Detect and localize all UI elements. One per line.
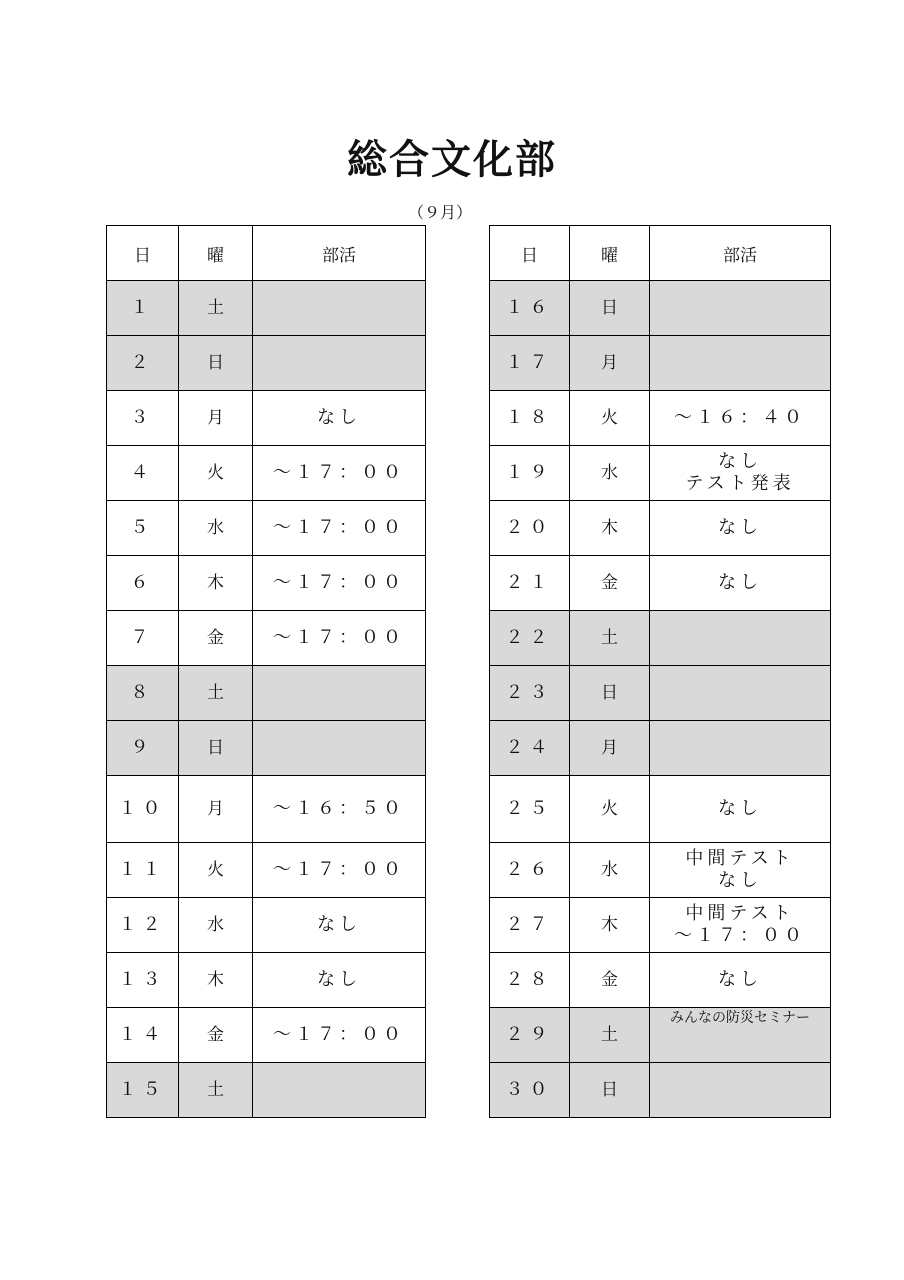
activity-cell — [650, 501, 831, 556]
header-weekday: 曜 — [570, 226, 650, 281]
schedule-row — [107, 953, 426, 1008]
activity-cell — [650, 721, 831, 776]
schedule-row — [107, 1008, 426, 1063]
activity-cell — [253, 501, 426, 556]
schedule-row — [107, 666, 426, 721]
activity-cell — [650, 391, 831, 446]
activity-line: ～１７：００ — [273, 517, 405, 538]
month-label: （９月） — [407, 203, 472, 222]
day-cell: ７ — [107, 611, 179, 666]
day-cell: ８ — [107, 666, 179, 721]
day-cell: １９ — [490, 446, 570, 501]
day-cell: ２２ — [490, 611, 570, 666]
header-row — [490, 226, 831, 281]
activity-cell — [253, 336, 426, 391]
schedule-row — [490, 953, 831, 1008]
day-cell: ２８ — [490, 953, 570, 1008]
weekday-cell: 日 — [179, 336, 253, 391]
activity-cell — [253, 1008, 426, 1063]
schedule-row — [107, 501, 426, 556]
weekday-cell: 水 — [179, 898, 253, 953]
schedule-table-left — [106, 225, 426, 1118]
schedule-row — [490, 611, 831, 666]
schedule-row — [490, 391, 831, 446]
day-cell: １０ — [107, 776, 179, 843]
day-cell: １１ — [107, 843, 179, 898]
activity-line: 中間テスト — [685, 848, 795, 869]
header-activity: 部活 — [253, 226, 426, 281]
day-cell: ３ — [107, 391, 179, 446]
day-cell: １４ — [107, 1008, 179, 1063]
activity-cell — [253, 391, 426, 446]
day-cell: ２７ — [490, 898, 570, 953]
day-cell: １５ — [107, 1063, 179, 1118]
activity-line: なし — [718, 798, 762, 819]
schedule-row — [490, 1008, 831, 1063]
activity-cell — [650, 953, 831, 1008]
day-cell: ２ — [107, 336, 179, 391]
day-cell: ３０ — [490, 1063, 570, 1118]
day-cell: ２１ — [490, 556, 570, 611]
activity-cell — [253, 721, 426, 776]
header-row — [107, 226, 426, 281]
schedule-row — [490, 721, 831, 776]
header-day: 日 — [107, 226, 179, 281]
day-cell: ２５ — [490, 776, 570, 843]
schedule-row — [490, 776, 831, 843]
day-cell: １８ — [490, 391, 570, 446]
activity-cell — [650, 666, 831, 721]
weekday-cell: 月 — [570, 336, 650, 391]
day-cell: ２０ — [490, 501, 570, 556]
header-activity: 部活 — [650, 226, 831, 281]
schedule-row — [107, 281, 426, 336]
activity-line: みんなの防災セミナー — [670, 1010, 810, 1026]
day-cell: ９ — [107, 721, 179, 776]
activity-cell — [650, 1063, 831, 1118]
activity-cell — [650, 336, 831, 391]
page-title: 総合文化部 — [347, 136, 557, 183]
schedule-row — [107, 391, 426, 446]
activity-cell — [253, 776, 426, 843]
weekday-cell: 日 — [570, 1063, 650, 1118]
weekday-cell: 金 — [179, 1008, 253, 1063]
weekday-cell: 月 — [179, 776, 253, 843]
activity-line: ～１７：００ — [273, 462, 405, 483]
schedule-row — [107, 556, 426, 611]
activity-cell — [650, 281, 831, 336]
weekday-cell: 金 — [179, 611, 253, 666]
schedule-row — [490, 666, 831, 721]
activity-line: ～１７：００ — [674, 925, 806, 946]
activity-line: ～１７：００ — [273, 1024, 405, 1045]
activity-cell — [650, 898, 831, 953]
header-day: 日 — [490, 226, 570, 281]
weekday-cell: 水 — [570, 843, 650, 898]
weekday-cell: 月 — [570, 721, 650, 776]
weekday-cell: 木 — [179, 953, 253, 1008]
weekday-cell: 金 — [570, 556, 650, 611]
activity-cell — [253, 1063, 426, 1118]
day-cell: ６ — [107, 556, 179, 611]
weekday-cell: 日 — [570, 666, 650, 721]
weekday-cell: 水 — [570, 446, 650, 501]
activity-line: 中間テスト — [685, 903, 795, 924]
activity-cell — [650, 1008, 831, 1063]
day-cell: １ — [107, 281, 179, 336]
schedule-row — [107, 1063, 426, 1118]
schedule-row — [490, 281, 831, 336]
schedule-row — [107, 446, 426, 501]
activity-cell — [650, 843, 831, 898]
weekday-cell: 土 — [179, 1063, 253, 1118]
activity-line: なし — [718, 969, 762, 990]
activity-cell — [253, 611, 426, 666]
activity-cell — [253, 953, 426, 1008]
schedule-table-right — [489, 225, 831, 1118]
activity-line: テスト発表 — [685, 473, 795, 494]
day-cell: １７ — [490, 336, 570, 391]
schedule-row — [490, 336, 831, 391]
activity-line: なし — [718, 517, 762, 538]
weekday-cell: 土 — [179, 666, 253, 721]
weekday-cell: 土 — [570, 611, 650, 666]
activity-cell — [253, 843, 426, 898]
schedule-row — [490, 898, 831, 953]
activity-line: ～１７：００ — [273, 859, 405, 880]
activity-line: ～１７：００ — [273, 572, 405, 593]
weekday-cell: 日 — [179, 721, 253, 776]
activity-cell — [650, 611, 831, 666]
activity-line: ～１６：５０ — [273, 798, 405, 819]
day-cell: １２ — [107, 898, 179, 953]
day-cell: ２６ — [490, 843, 570, 898]
weekday-cell: 水 — [179, 501, 253, 556]
activity-line: ～１６：４０ — [674, 407, 806, 428]
weekday-cell: 火 — [570, 391, 650, 446]
day-cell: ５ — [107, 501, 179, 556]
activity-cell — [253, 446, 426, 501]
weekday-cell: 土 — [570, 1008, 650, 1063]
day-cell: ４ — [107, 446, 179, 501]
weekday-cell: 木 — [570, 501, 650, 556]
schedule-row — [107, 721, 426, 776]
day-cell: １６ — [490, 281, 570, 336]
activity-cell — [253, 898, 426, 953]
weekday-cell: 土 — [179, 281, 253, 336]
schedule-row — [107, 336, 426, 391]
schedule-row — [490, 1063, 831, 1118]
activity-cell — [650, 556, 831, 611]
weekday-cell: 火 — [179, 446, 253, 501]
activity-line: なし — [317, 407, 361, 428]
activity-cell — [253, 281, 426, 336]
activity-line: ～１７：００ — [273, 627, 405, 648]
header-weekday: 曜 — [179, 226, 253, 281]
activity-line: なし — [718, 870, 762, 891]
schedule-row — [490, 843, 831, 898]
schedule-row — [107, 776, 426, 843]
day-cell: ２９ — [490, 1008, 570, 1063]
activity-line: なし — [718, 451, 762, 472]
weekday-cell: 日 — [570, 281, 650, 336]
activity-cell — [253, 666, 426, 721]
activity-line: なし — [317, 969, 361, 990]
schedule-row — [107, 611, 426, 666]
day-cell: １３ — [107, 953, 179, 1008]
schedule-row — [107, 898, 426, 953]
activity-cell — [650, 446, 831, 501]
activity-line: なし — [718, 572, 762, 593]
weekday-cell: 火 — [570, 776, 650, 843]
day-cell: ２３ — [490, 666, 570, 721]
activity-line: なし — [317, 914, 361, 935]
weekday-cell: 火 — [179, 843, 253, 898]
schedule-row — [490, 446, 831, 501]
schedule-row — [107, 843, 426, 898]
day-cell: ２４ — [490, 721, 570, 776]
activity-cell — [253, 556, 426, 611]
activity-cell — [650, 776, 831, 843]
schedule-row — [490, 501, 831, 556]
weekday-cell: 月 — [179, 391, 253, 446]
weekday-cell: 金 — [570, 953, 650, 1008]
weekday-cell: 木 — [570, 898, 650, 953]
schedule-row — [490, 556, 831, 611]
weekday-cell: 木 — [179, 556, 253, 611]
